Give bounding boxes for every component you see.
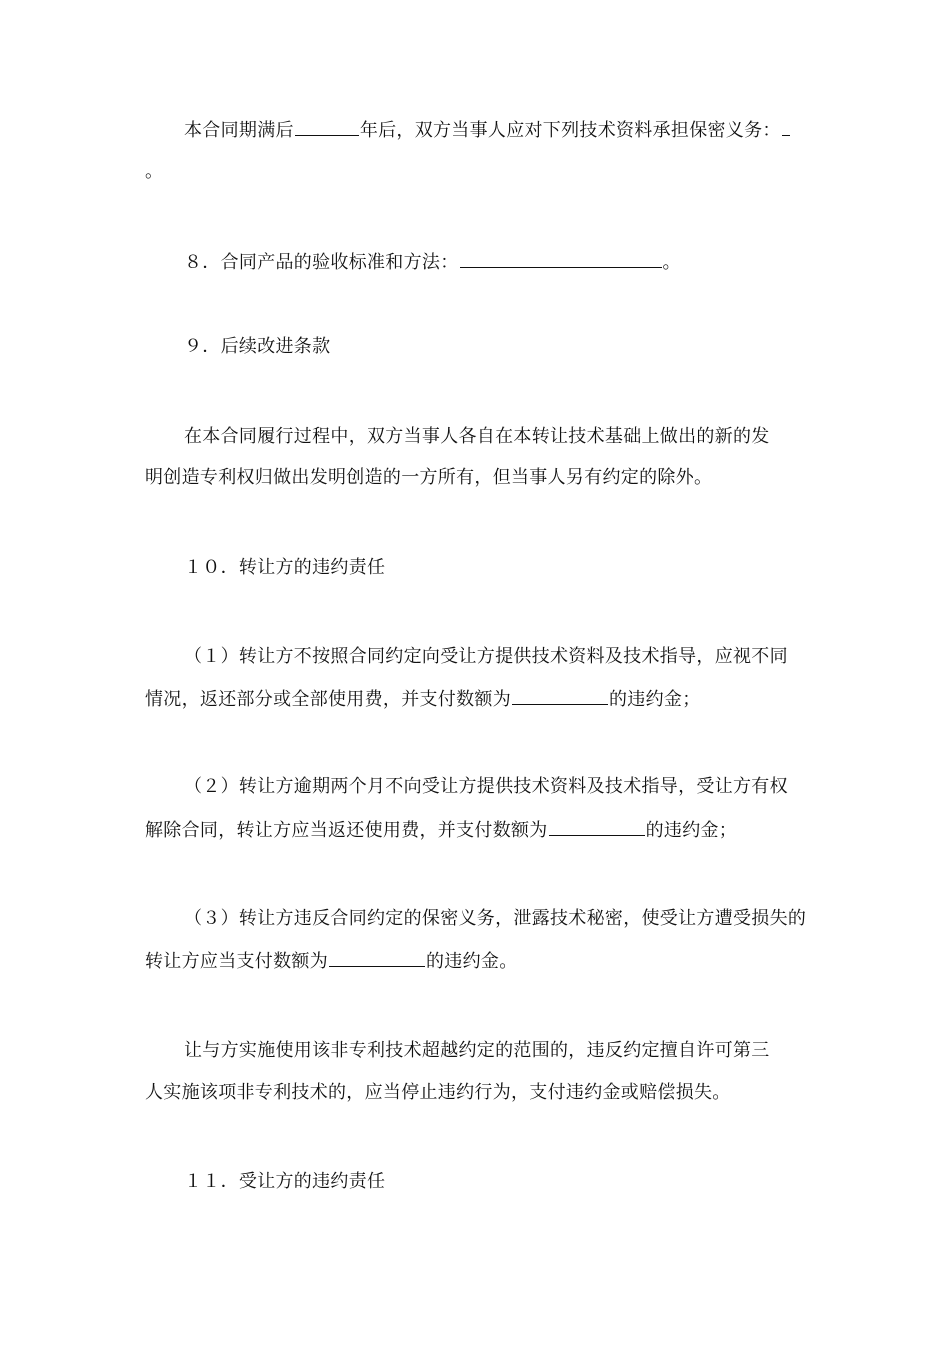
acceptance-standards-blank-field (460, 250, 662, 268)
secrecy-text-post: 年后，双方当事人应对下列技术资料承担保密义务： (359, 120, 781, 141)
years-blank-field (295, 118, 359, 136)
clause-2-line-1: （２）转让方逾期两个月不向受让方提供技术资料及技术指导，受让方有权 (184, 776, 788, 797)
clause-1-text-post: 的违约金； (609, 689, 701, 710)
item-8-acceptance-standards (184, 250, 681, 275)
item-11-heading: １１．受让方的违约责任 (184, 1171, 386, 1192)
clause-3-text-post: 的违约金。 (426, 951, 518, 972)
secrecy-paragraph-line-1 (184, 118, 791, 143)
item-8-text: ８．合同产品的验收标准和方法： (184, 252, 459, 273)
clause-2-line-2 (145, 818, 737, 843)
improvement-paragraph-line-2: 明创造专利权归做出发明创造的一方所有，但当事人另有约定的除外。 (145, 467, 713, 488)
clause-3-line-2 (145, 949, 518, 974)
clause-2-text-post: 的违约金； (645, 820, 738, 841)
clause-2-text-pre: 解除合同，转让方应当返还使用费，并支付数额为 (145, 820, 548, 841)
secrecy-end-mark: 。 (145, 161, 164, 182)
secrecy-text-pre: 本合同期满后 (184, 120, 294, 141)
license-paragraph-line-1: 让与方实施使用该非专利技术超越约定的范围的，违反约定擅自许可第三 (184, 1040, 770, 1061)
secrecy-items-blank-field (782, 118, 790, 136)
license-paragraph-line-2: 人实施该项非专利技术的，应当停止违约行为，支付违约金或赔偿损失。 (145, 1082, 731, 1103)
clause-3-penalty-blank-field (329, 949, 425, 967)
item-9-heading: ９．后续改进条款 (184, 336, 331, 357)
clause-2-penalty-blank-field (549, 818, 645, 836)
clause-3-line-1: （３）转让方违反合同约定的保密义务，泄露技术秘密，使受让方遭受损失的 (184, 908, 807, 929)
clause-1-line-2 (145, 687, 701, 712)
item-10-heading: １０．转让方的违约责任 (184, 557, 386, 578)
clause-1-text-pre: 情况，返还部分或全部使用费，并支付数额为 (145, 689, 511, 710)
secrecy-paragraph-line-2 (145, 160, 163, 184)
item-8-end-mark: 。 (662, 252, 681, 273)
clause-3-text-pre: 转让方应当支付数额为 (145, 951, 328, 972)
clause-1-line-1: （１）转让方不按照合同约定向受让方提供技术资料及技术指导，应视不同 (184, 646, 788, 667)
clause-1-penalty-blank-field (512, 687, 608, 705)
improvement-paragraph-line-1: 在本合同履行过程中，双方当事人各自在本转让技术基础上做出的新的发 (184, 426, 770, 447)
